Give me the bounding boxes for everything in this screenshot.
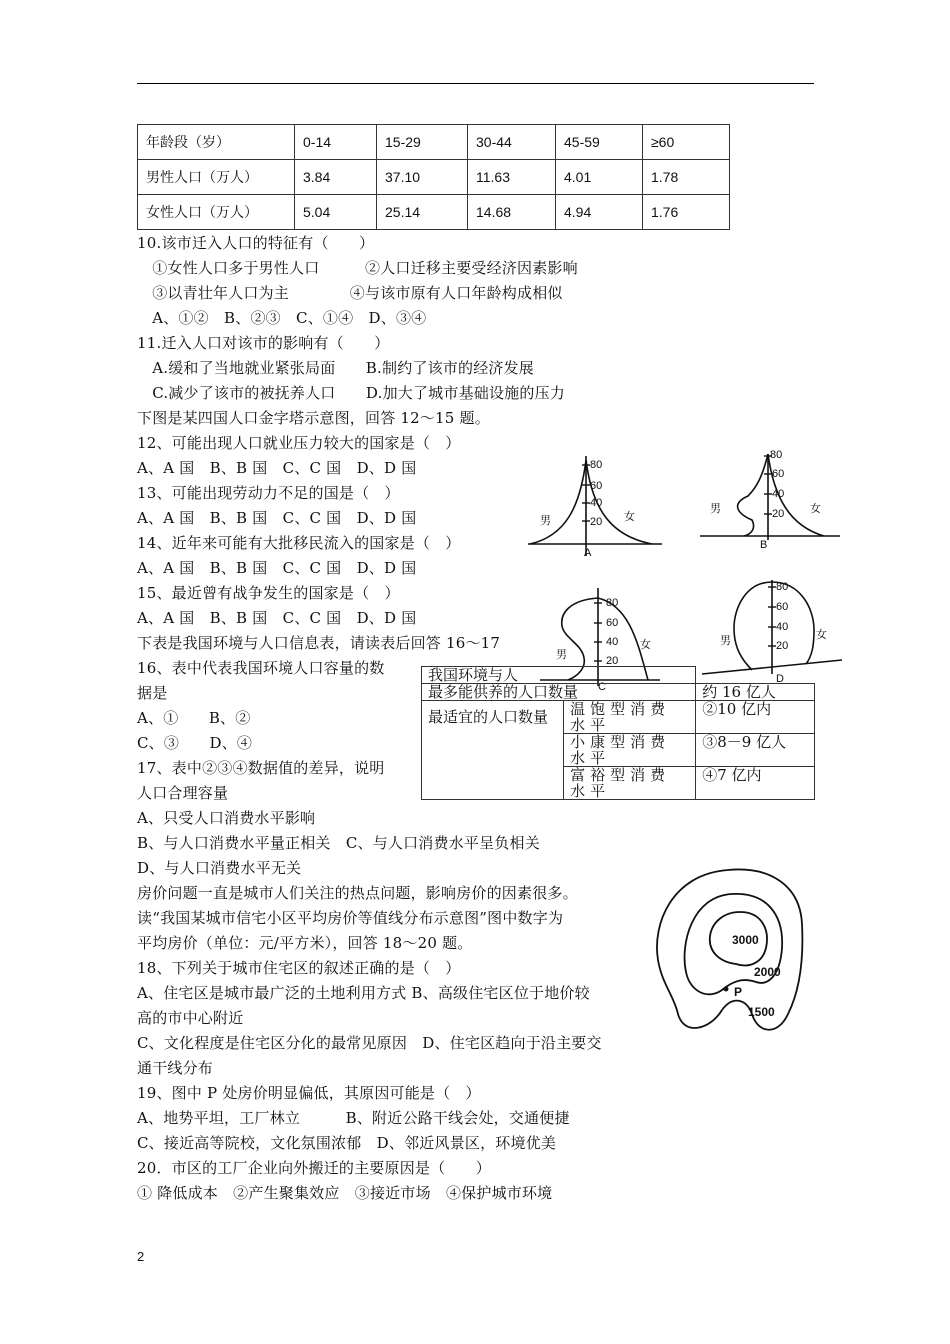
- question-16-cont: 据是: [137, 684, 168, 702]
- q10-option-line: ③以青壮年人口为主 ④与该市原有人口年龄构成相似: [137, 284, 563, 302]
- housing-intro: 房价问题一直是城市人们关注的热点问题，影响房价的因素很多。: [137, 884, 578, 902]
- env-table-cell: 最多能供养的人口数量: [422, 684, 696, 701]
- table-header-row: [138, 125, 730, 160]
- question-17: 17、表中②③④数据值的差异，说明: [137, 759, 385, 777]
- env-table-cell: 约 16 亿人: [696, 684, 815, 701]
- contour-label-1500: 1500: [748, 1005, 775, 1019]
- q11-option-line: A.缓和了当地就业紧张局面 B.制约了该市的经济发展: [137, 359, 534, 377]
- header-rule: [137, 83, 814, 84]
- q10-answers: A、①② B、②③ C、①④ D、③④: [137, 309, 427, 327]
- pyramid-a-tick: 80: [590, 459, 603, 471]
- table-cell: 4.01: [556, 160, 643, 195]
- q16-answers: C、③ D、④: [137, 734, 253, 752]
- pyramid-c-tick: 40: [606, 636, 619, 648]
- pyramid-b-label: B: [760, 539, 768, 551]
- pyramid-a-male-curve: [530, 460, 586, 544]
- pyramid-c-tick: 80: [606, 597, 619, 609]
- question-20: 20．市区的工厂企业向外搬迁的主要原因是（ ）: [137, 1159, 491, 1177]
- q13-answers: A、A 国 B、B 国 C、C 国 D、D 国: [137, 509, 417, 527]
- table-cell: 女性人口（万人）: [138, 195, 295, 230]
- env-table-cell: 小康型消费水平: [564, 734, 696, 767]
- q10-option-line: ①女性人口多于男性人口 ②人口迁移主要受经济因素影响: [137, 259, 578, 277]
- env-table-cell: ④7 亿内: [696, 767, 815, 800]
- pyramid-b-male-label: 男: [710, 503, 721, 515]
- q18-option-line: A、住宅区是城市最广泛的土地利用方式 B、高级住宅区位于地价较: [137, 984, 590, 1002]
- q19-option-line: A、地势平坦，工厂林立 B、附近公路干线会处，交通便捷: [137, 1109, 570, 1127]
- table-cell: 男性人口（万人）: [138, 160, 295, 195]
- pyramid-b-tick: 80: [770, 449, 783, 461]
- pyramid-b-male-curve: [738, 454, 768, 536]
- pyramid-c-tick: 60: [606, 617, 619, 629]
- pyramid-d-tick: 60: [776, 601, 789, 613]
- pyramid-d-tick: 80: [776, 581, 789, 593]
- housing-price-contour-map: [648, 864, 813, 1039]
- pyramid-c-male-label: 男: [556, 649, 567, 661]
- table-cell: 11.63: [468, 160, 556, 195]
- pyramid-b-tick: 60: [772, 468, 785, 480]
- env-table-intro: 下表是我国环境与人口信息表，请读表后回答 16～17: [137, 634, 501, 652]
- question-19: 19、图中 P 处房价明显偏低，其原因可能是（ ）: [137, 1084, 481, 1102]
- pyramid-d-female-label: 女: [816, 629, 827, 641]
- table-cell: 30-44: [468, 125, 556, 160]
- question-15: 15、最近曾有战争发生的国家是（ ）: [137, 584, 400, 602]
- pyramid-d-male-label: 男: [720, 635, 731, 647]
- table-cell: 5.04: [295, 195, 377, 230]
- q18-option-line: 高的市中心附近: [137, 1009, 244, 1027]
- pyramid-c-female-label: 女: [640, 639, 651, 651]
- env-table-cell: ③8－9 亿人: [696, 734, 815, 767]
- table-cell: ≥60: [643, 125, 730, 160]
- pyramid-a-tick: 20: [590, 516, 603, 528]
- q17-option-line: A、只受人口消费水平影响: [137, 809, 316, 827]
- q14-answers: A、A 国 B、B 国 C、C 国 D、D 国: [137, 559, 417, 577]
- question-14: 14、近年来可能有大批移民流入的国家是（ ）: [137, 534, 461, 552]
- q17-option-line: D、与人口消费水平无关: [137, 859, 302, 877]
- pyramid-d-tick: 40: [776, 621, 789, 633]
- pyramid-b-female-label: 女: [810, 503, 821, 515]
- question-18: 18、下列关于城市住宅区的叙述正确的是（ ）: [137, 959, 461, 977]
- q15-answers: A、A 国 B、B 国 C、C 国 D、D 国: [137, 609, 417, 627]
- table-cell: 1.76: [643, 195, 730, 230]
- pyramid-d-male-curve: [734, 582, 772, 670]
- table-cell: 3.84: [295, 160, 377, 195]
- env-table-cell: ②10 亿内: [696, 701, 815, 734]
- housing-intro: 平均房价（单位：元/平方米），回答 18～20 题。: [137, 934, 473, 952]
- question-17-cont: 人口合理容量: [137, 784, 229, 802]
- table-cell: 1.78: [643, 160, 730, 195]
- q11-option-line: C.减少了该市的被抚养人口 D.加大了城市基础设施的压力: [137, 384, 565, 402]
- question-16: 16、表中代表我国环境人口容量的数: [137, 659, 385, 677]
- pyramid-a-tick: 40: [590, 497, 603, 509]
- pyramid-a-label: A: [584, 547, 592, 559]
- table-cell: 年龄段（岁）: [138, 125, 295, 160]
- q20-option-line: ① 降低成本 ②产生聚集效应 ③接近市场 ④保护城市环境: [137, 1184, 553, 1202]
- question-11: 11.迁入人口对该市的影响有（ ）: [137, 334, 390, 352]
- env-population-table-box: [421, 666, 815, 804]
- q17-option-line: B、与人口消费水平量正相关 C、与人口消费水平呈负相关: [137, 834, 540, 852]
- pyramid-d-tick: 20: [776, 640, 789, 652]
- table-row: [138, 195, 730, 230]
- table-cell: 14.68: [468, 195, 556, 230]
- pyramid-intro: 下图是某四国人口金字塔示意图，回答 12～15 题。: [137, 409, 490, 427]
- pyramid-c-label: C: [598, 681, 606, 693]
- housing-intro: 读“我国某城市信宅小区平均房价等值线分布示意图”图中数字为: [137, 909, 564, 927]
- table-cell: 37.10: [377, 160, 468, 195]
- population-pyramids-figure: [520, 448, 850, 693]
- age-population-table: [137, 124, 730, 230]
- q12-answers: A、A 国 B、B 国 C、C 国 D、D 国: [137, 459, 417, 477]
- table-cell: 45-59: [556, 125, 643, 160]
- point-p-label: P: [734, 985, 743, 999]
- table-cell: 4.94: [556, 195, 643, 230]
- table-cell: 15-29: [377, 125, 468, 160]
- question-13: 13、可能出现劳动力不足的国是（ ）: [137, 484, 400, 502]
- contour-label-2000: 2000: [754, 965, 781, 979]
- pyramid-b-tick: 20: [772, 508, 785, 520]
- table-cell: 25.14: [377, 195, 468, 230]
- pyramid-c-tick: 20: [606, 655, 619, 667]
- pyramid-a-tick: 60: [590, 480, 603, 492]
- pyramid-a-female-label: 女: [624, 511, 635, 523]
- table-cell: 0-14: [295, 125, 377, 160]
- point-p-marker: [724, 987, 729, 992]
- env-table-cell: 最适宜的人口数量: [422, 701, 564, 800]
- q18-option-line: C、文化程度是住宅区分化的最常见原因 D、住宅区趋向于沿主要交: [137, 1034, 602, 1052]
- env-table-title: 我国环境与人: [422, 667, 696, 684]
- env-table-cell: 温饱型消费水平: [564, 701, 696, 734]
- contour-label-3000: 3000: [732, 933, 759, 947]
- env-population-table: [421, 666, 815, 800]
- page-number: 2: [137, 1249, 145, 1264]
- pyramid-b-tick: 40: [772, 488, 785, 500]
- pyramid-a-male-label: 男: [540, 515, 551, 527]
- pyramid-d-label: D: [776, 673, 784, 685]
- env-table-cell: 富裕型消费水平: [564, 767, 696, 800]
- q18-option-line: 通干线分布: [137, 1059, 214, 1077]
- q16-answers: A、① B、②: [137, 709, 251, 727]
- question-12: 12、可能出现人口就业压力较大的国家是（ ）: [137, 434, 461, 452]
- q19-option-line: C、接近高等院校，文化氛围浓郁 D、邻近风景区，环境优美: [137, 1134, 557, 1152]
- table-row: [138, 160, 730, 195]
- question-10: 10.该市迁入人口的特征有（ ）: [137, 234, 375, 252]
